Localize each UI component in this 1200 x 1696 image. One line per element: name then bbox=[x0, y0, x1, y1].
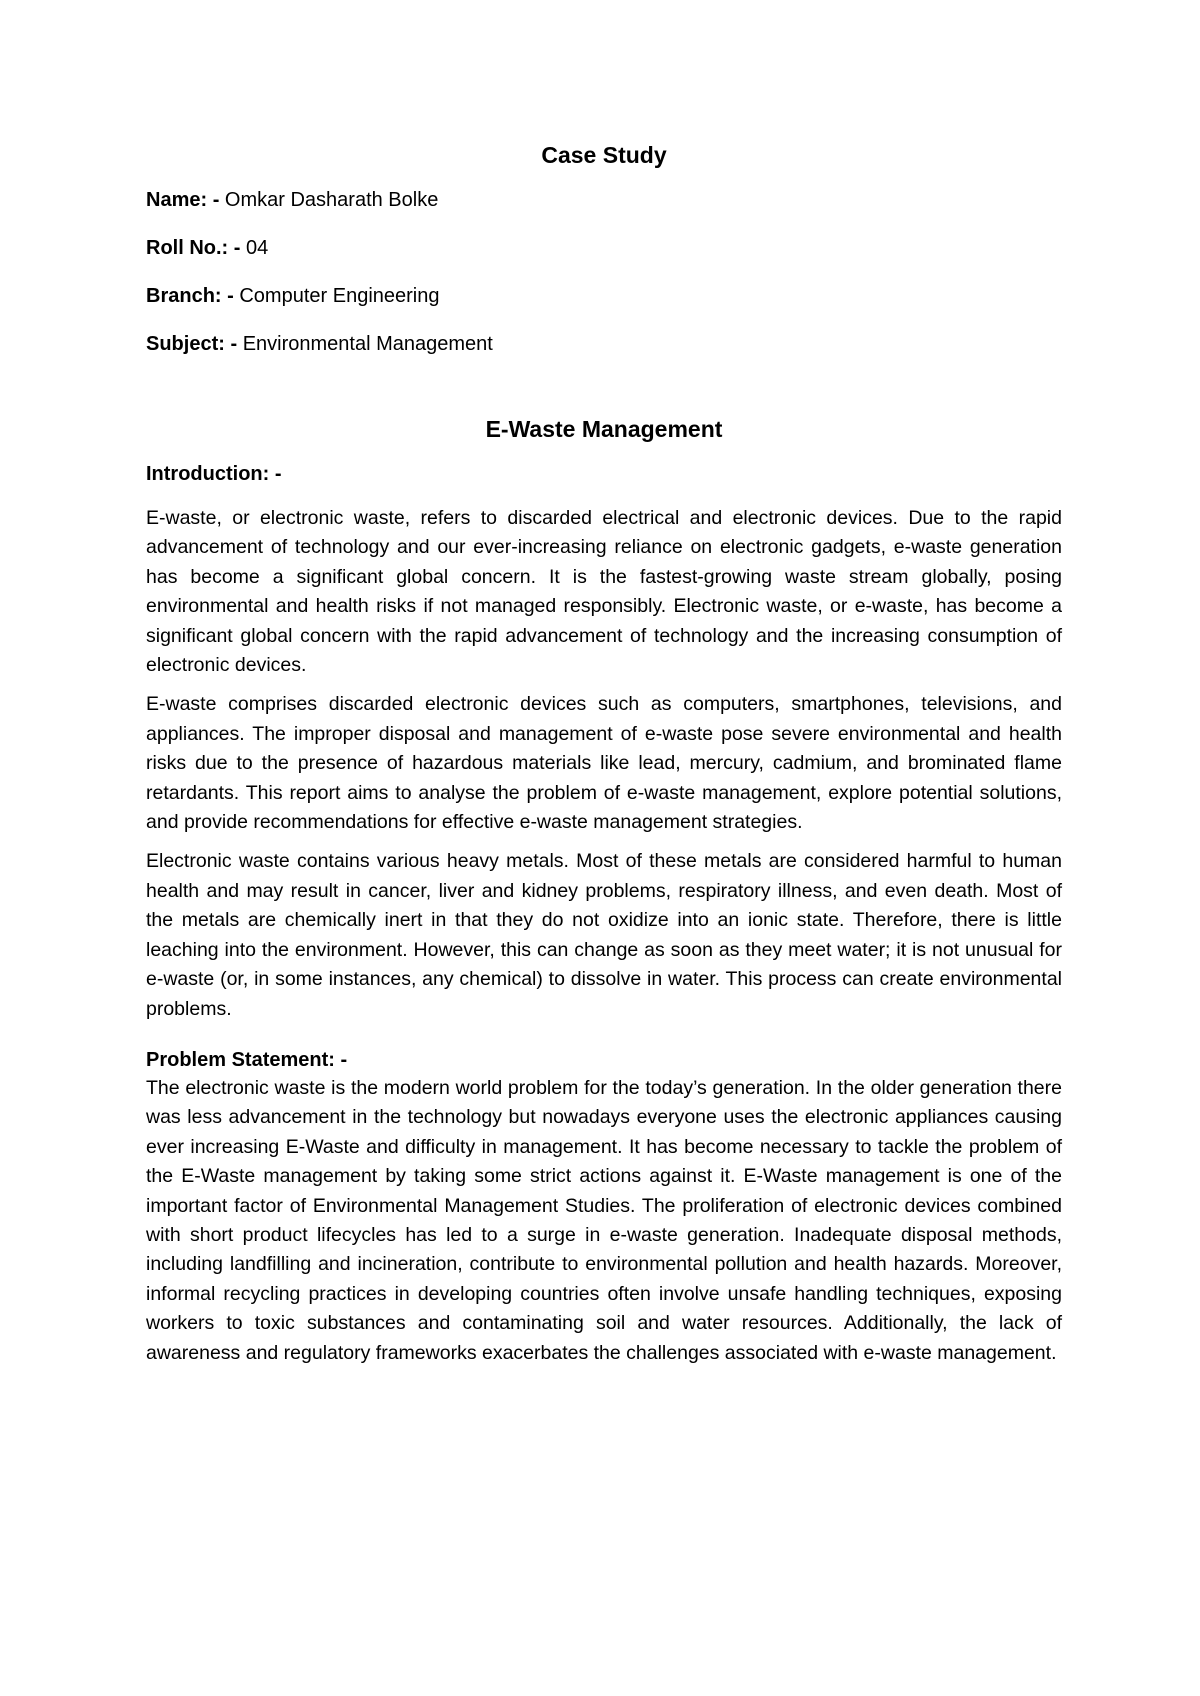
meta-branch-value: Computer Engineering bbox=[239, 285, 440, 307]
meta-roll-no-value: 04 bbox=[246, 237, 269, 259]
meta-name bbox=[146, 186, 1062, 214]
meta-branch-key: Branch: bbox=[146, 285, 222, 307]
document-title: Case Study bbox=[541, 142, 667, 168]
meta-roll-no-separator: - bbox=[228, 237, 246, 259]
document-page bbox=[146, 140, 1062, 1368]
meta-name-key: Name: bbox=[146, 189, 208, 211]
meta-subject-value: Environmental Management bbox=[242, 333, 493, 355]
meta-subject-separator: - bbox=[224, 333, 243, 355]
meta-name-value: Omkar Dasharath Bolke bbox=[224, 189, 439, 211]
problem-statement-paragraph: The electronic waste is the modern world problem for the today’s generation. In the older generation there was less advancement in the technology but nowadays everyone uses the electronic appliances causing ever increasing E-Waste and difficulty in management. It has become necessary to tackle the problem of the E-Waste management by taking some strict actions against it. E-Waste management is one of the important factor of Environmental Management Studies. The proliferation of electronic devices combined with short product lifecycles has led to a surge in e-waste generation. Inadequate disposal methods, including landfilling and incineration, contribute to environmental pollution and health hazards. Moreover, informal recycling practices in developing countries often involve unsafe handling techniques, exposing workers to toxic substances and contaminating soil and water resources. Additionally, the lack of awareness and regulatory frameworks exacerbates the challenges associated with e-waste management. bbox=[146, 1076, 1062, 1364]
meta-branch-separator: - bbox=[221, 285, 240, 307]
introduction-paragraph-2: E-waste comprises discarded electronic devices such as computers, smartphones, televisions, and appliances. The improper disposal and management of e-waste pose severe environmental and health risks due to the presence of hazardous materials like lead, mercury, cadmium, and brominated flame retardants. This report aims to analyse the problem of e-waste management, explore potential solutions, and provide recommendations for effective e-waste management strategies. bbox=[146, 693, 1062, 834]
meta-subject bbox=[146, 330, 1062, 358]
introduction-heading: Introduction: - bbox=[146, 463, 282, 485]
introduction-paragraph-3: Electronic waste contains various heavy metals. Most of these metals are considered harmful to human health and may result in cancer, liver and kidney problems, respiratory illness, and even death. Most of the metals are chemically inert in that they do not oxidize into an ionic state. Therefore, there is little leaching into the environment. However, this can change as soon as they meet water; it is not unusual for e-waste (or, in some instances, any chemical) to dissolve in water. This process can create environmental problems. bbox=[146, 850, 1062, 1020]
meta-roll-no-key: Roll No.: bbox=[146, 237, 229, 259]
meta-roll-no bbox=[146, 234, 1062, 262]
problem-statement-heading: Problem Statement: - bbox=[146, 1048, 348, 1071]
meta-subject-key: Subject: bbox=[146, 333, 225, 355]
meta-name-separator: - bbox=[207, 189, 225, 211]
meta-branch bbox=[146, 282, 1062, 310]
introduction-paragraph-1: E-waste, or electronic waste, refers to discarded electrical and electronic devices. Due to the rapid advancement of technology and our ever-increasing reliance on electronic gadgets, e-waste generation has become a significant global concern. It is the fastest-growing waste stream globally, posing environmental and health risks if not managed responsibly. Electronic waste, or e-waste, has become a significant global concern with the rapid advancement of technology and the increasing consumption of electronic devices. bbox=[146, 507, 1062, 677]
section-title: E-Waste Management bbox=[485, 416, 723, 442]
